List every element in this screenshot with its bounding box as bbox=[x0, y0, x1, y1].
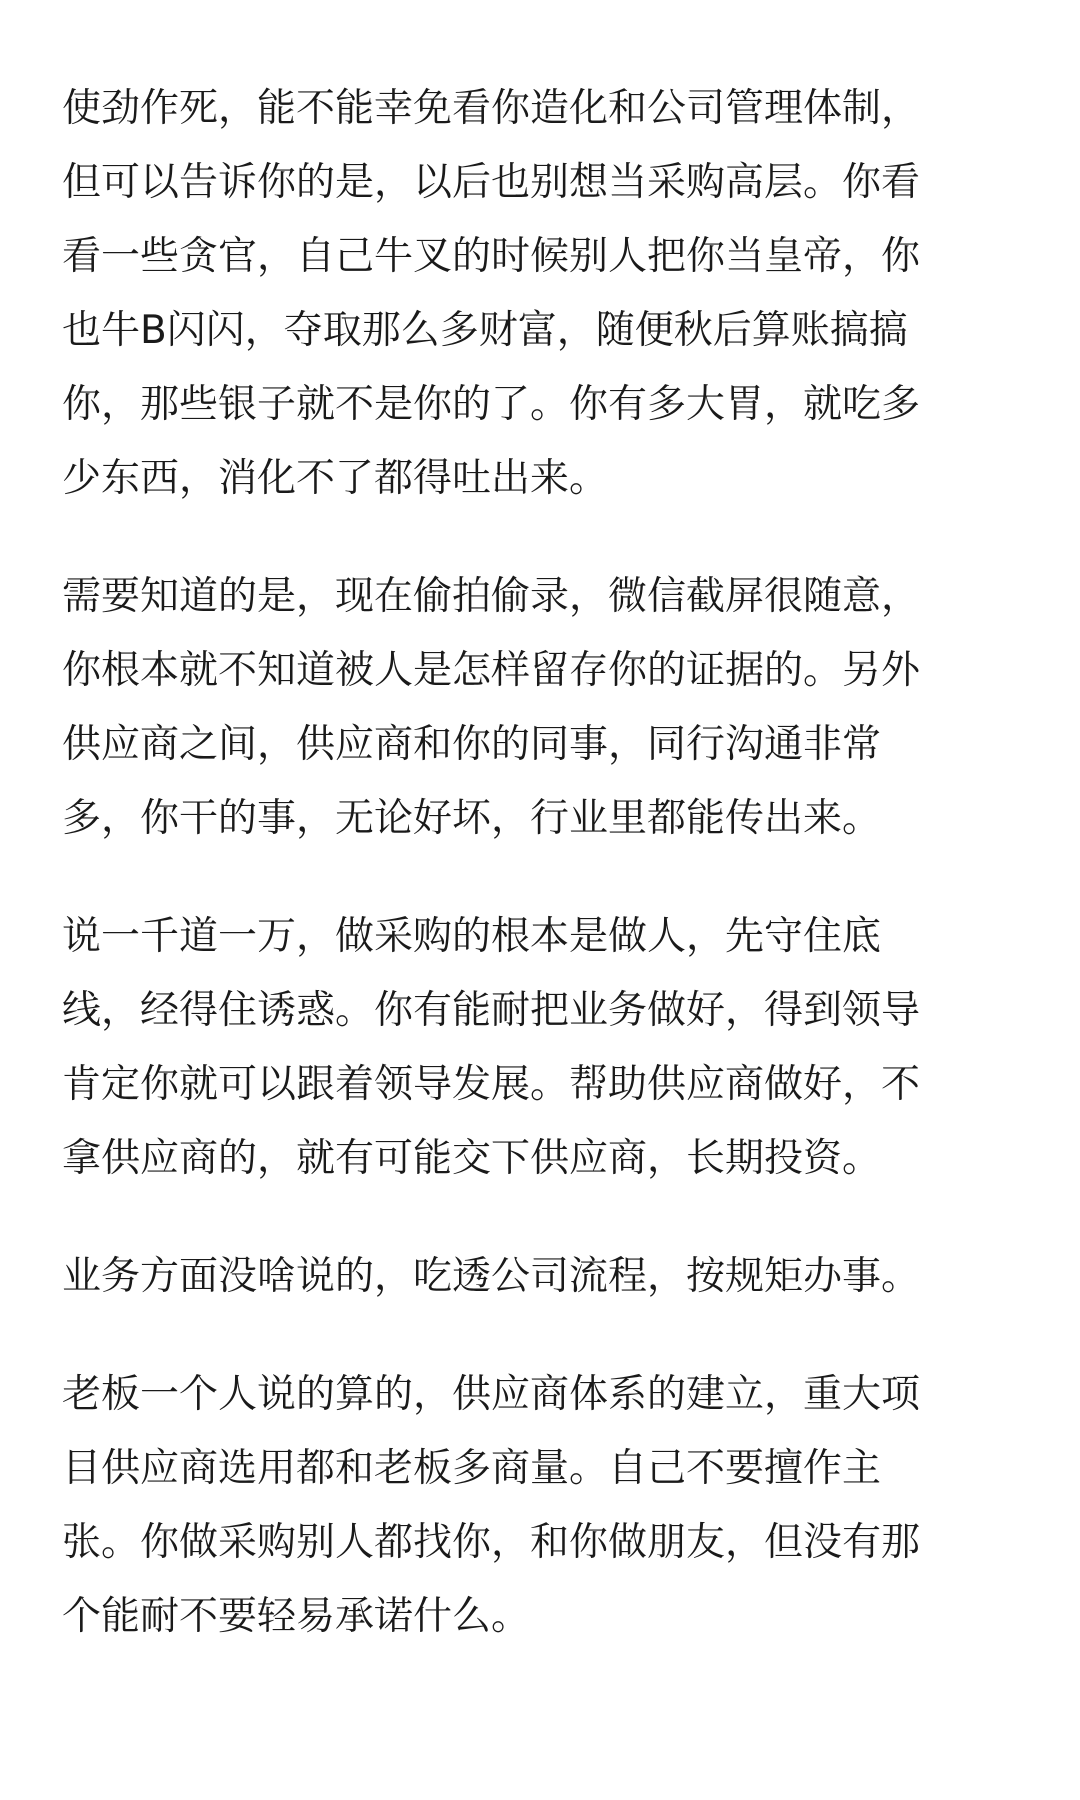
text-line: 拿供应商的，就有可能交下供应商，长期投资。 bbox=[62, 1136, 882, 1181]
text-line: 但可以告诉你的是，以后也别想当采购高层。你看 bbox=[62, 160, 921, 205]
text-line: 使劲作死，能不能幸免看你造化和公司管理体制， bbox=[62, 86, 921, 131]
text-line: 少东西，消化不了都得吐出来。 bbox=[62, 456, 609, 501]
article-body bbox=[62, 72, 1022, 1698]
text-line: 看一些贪官，自己牛叉的时候别人把你当皇帝，你 bbox=[62, 234, 921, 279]
text-line: 你根本就不知道被人是怎样留存你的证据的。另外 bbox=[62, 648, 921, 693]
text-line: 张。你做采购别人都找你，和你做朋友，但没有那 bbox=[62, 1520, 921, 1565]
text-line: 目供应商选用都和老板多商量。自己不要擅作主 bbox=[62, 1446, 882, 1491]
text-line: 肯定你就可以跟着领导发展。帮助供应商做好，不 bbox=[62, 1062, 921, 1107]
text-line: 供应商之间，供应商和你的同事，同行沟通非常 bbox=[62, 722, 882, 767]
paragraph-1 bbox=[62, 72, 1022, 516]
text-line: 也牛B闪闪，夺取那么多财富，随便秋后算账搞搞 bbox=[62, 308, 908, 353]
text-line: 多，你干的事，无论好坏，行业里都能传出来。 bbox=[62, 796, 882, 841]
text-line: 业务方面没啥说的，吃透公司流程，按规矩办事。 bbox=[62, 1254, 921, 1299]
paragraph-5 bbox=[62, 1358, 1022, 1654]
paragraph-4 bbox=[62, 1240, 1022, 1314]
paragraph-2 bbox=[62, 560, 1022, 856]
text-line: 你，那些银子就不是你的了。你有多大胃，就吃多 bbox=[62, 382, 921, 427]
text-line: 说一千道一万，做采购的根本是做人，先守住底 bbox=[62, 914, 882, 959]
paragraph-3 bbox=[62, 900, 1022, 1196]
text-line: 线，经得住诱惑。你有能耐把业务做好，得到领导 bbox=[62, 988, 921, 1033]
text-line: 个能耐不要轻易承诺什么。 bbox=[62, 1594, 531, 1639]
text-line: 需要知道的是，现在偷拍偷录，微信截屏很随意， bbox=[62, 574, 921, 619]
text-line: 老板一个人说的算的，供应商体系的建立，重大项 bbox=[62, 1372, 921, 1417]
